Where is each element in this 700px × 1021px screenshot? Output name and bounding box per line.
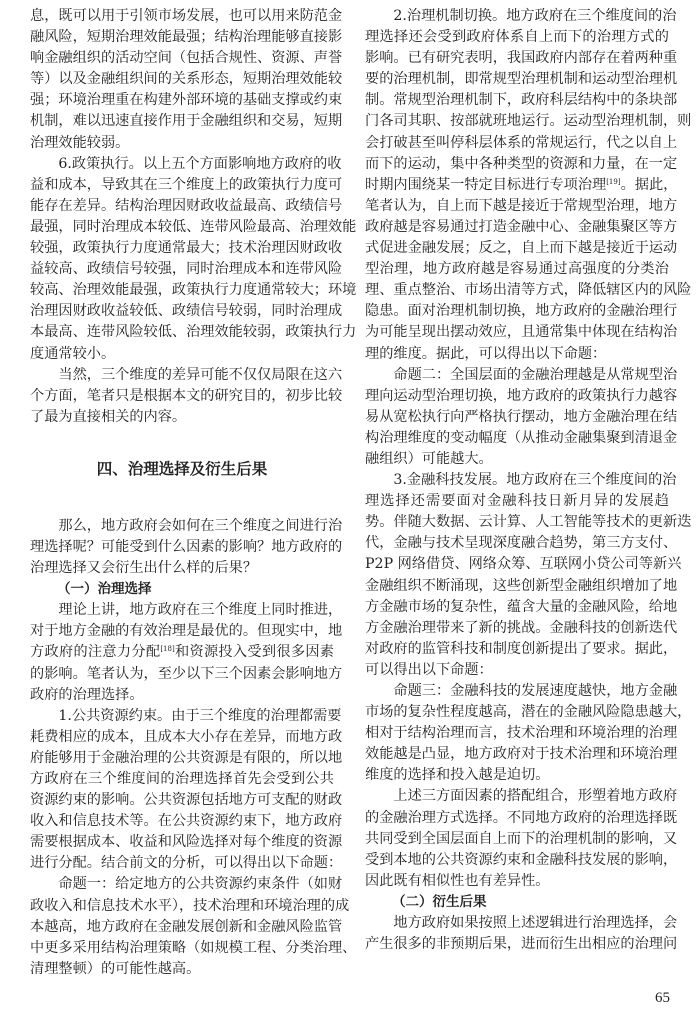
citation-ref: [19]	[606, 177, 621, 186]
text-line: 府能够用于金融治理的公共资源是有限的，所以地	[30, 749, 343, 766]
text-line: 益和成本，导致其在三个维度上的政策执行力度可	[30, 176, 343, 193]
paragraph	[30, 874, 357, 979]
text-line: 的影响。笔者认为，至少以下三个因素会影响地方	[30, 665, 343, 682]
text-segment: 。据此，	[620, 176, 678, 193]
text-line: 融组织）可能越大。	[365, 450, 493, 467]
text-line: 机制，难以迅速直接作用于金融组织和交易，短期	[30, 113, 343, 130]
paragraph	[365, 470, 692, 681]
text-line: 理的维度。据此，可以得出以下命题：	[365, 345, 607, 362]
text-line: 理选择还需要面对金融科技日新月异的发展趋	[365, 493, 669, 510]
text-line	[30, 642, 334, 663]
text-line: 政府的治理选择。	[30, 686, 144, 703]
text-line: 1.公共资源约束。由于三个维度的治理都需要	[58, 707, 342, 724]
citation-ref: [18]	[160, 645, 175, 654]
text-line: 理、重点整治、市场出清等方式，降低辖区内的风险	[365, 282, 692, 299]
text-line: 强；环境治理重在构建外部环境的基础支撑或约束	[30, 92, 343, 109]
text-line: 隐患。面对治理机制切换，地方政府的金融治理行	[365, 303, 678, 320]
paragraph	[365, 365, 678, 470]
text-line: 较高、治理效能最强，政策执行力度通常较大；环境	[30, 282, 357, 299]
text-line: 清理整顿）的可能性越高。	[30, 960, 201, 977]
text-line: 金融组织不断涌现，这些创新型金融组织增加了地	[365, 577, 678, 594]
paragraph	[30, 154, 357, 365]
text-line: 会打破甚至叫停科层体系的常规运行，代之以自上	[365, 134, 678, 151]
text-line: 当然，三个维度的差异可能不仅仅局限在这六	[58, 366, 343, 383]
subsection-heading: （二）衍生后果	[392, 893, 487, 910]
paragraph	[30, 600, 343, 705]
paragraph	[30, 706, 343, 875]
text-line: 相对于结构治理而言，技术治理和环境治理的治理	[365, 725, 678, 742]
text-line: 为可能呈现出摆动效应，且通常集中体现在结构治	[365, 324, 678, 341]
text-line: 要的治理机制，即常规型治理机制和运动型治理机	[365, 71, 678, 88]
text-line: 影响。已有研究表明，我国政府内部存在着两种重	[365, 50, 678, 67]
text-line: 治理选择又会衍生出什么样的后果？	[30, 560, 258, 577]
text-line: 式促进金融发展；反之，自上而下越是接近于运动	[365, 240, 678, 257]
text-line: 可以得出以下命题：	[365, 661, 493, 678]
text-line: 构治理维度的变动幅度（从推动金融集聚到清退金	[365, 429, 678, 446]
right-column	[365, 6, 692, 955]
text-line: 响金融组织的活动空间（包括合规性、资源、声誉	[30, 50, 343, 67]
text-line: 政府越是容易通过打造金融中心、金融集聚区等方	[365, 218, 678, 235]
text-line: 地方政府如果按照上述逻辑进行治理选择，会	[393, 915, 678, 932]
text-line: 治理因财政收益较低、政绩信号较弱，同时治理成	[30, 303, 343, 320]
text-line: 融风险，短期治理效能最强；结构治理能够直接影	[30, 29, 343, 46]
text-line: 命题二：全国层面的金融治理越是从常规型治	[393, 366, 678, 383]
text-line: 命题一：给定地方的公共资源约束条件（如财	[58, 876, 343, 893]
text-line: 方政府在三个维度间的治理选择首先会受到公共	[30, 771, 334, 787]
text-line: 因此既有相似性也有差异性。	[365, 872, 550, 889]
text-line: 笔者认为，自上而下越是接近于常规型治理，地方	[365, 197, 678, 214]
text-line: 受到本地的公共资源约束和金融科技发展的影响，	[365, 851, 678, 868]
text-segment: 方政府的注意力分配	[30, 644, 161, 661]
text-line: 产生很多的非预期后果，进而衍生出相应的治理问	[365, 936, 678, 953]
text-line: 理论上讲，地方政府在三个维度上同时推进，	[58, 602, 343, 619]
subsection-heading: （一）治理选择	[57, 581, 152, 598]
text-segment: 时期内围绕某一特定目标进行专项治理	[365, 176, 607, 193]
text-line: 2.治理机制切换。地方政府在三个维度间的治	[393, 8, 677, 24]
text-line: 门各司其职、按部就班地运行。运动型治理机制，则	[365, 113, 692, 130]
text-line: 本最高、连带风险较低、治理效能较弱，政策执行力	[30, 324, 357, 341]
text-line: 代，金融与技术呈现深度融合趋势，第三方支付、	[365, 535, 678, 552]
text-line: 6.政策执行。以上五个方面影响地方政府的收	[58, 155, 342, 172]
text-line: 命题三：金融科技的发展速度越快，地方金融	[393, 683, 678, 699]
text-line: 那么，地方政府会如何在三个维度之间进行治	[58, 517, 343, 534]
text-line: 方金融市场的复杂性，蕴含大量的金融风险，给地	[365, 598, 678, 615]
text-line: 型治理，地方政府越是容易通过高强度的分类治	[365, 261, 669, 278]
text-line: 了最为直接相关的内容。	[30, 408, 187, 425]
text-line: 个方面，笔者只是根据本文的研究目的，初步比较	[30, 387, 343, 404]
text-line: 方金融治理带来了新的挑战。金融科技的创新迭代	[365, 619, 678, 636]
paragraph	[30, 516, 343, 579]
text-line: 能存在差异。结构治理因财政收益最高、政绩信号	[30, 197, 343, 214]
text-line: 势。伴随大数据、云计算、人工智能等技术的更新迭	[365, 514, 692, 531]
text-line: 市场的复杂性程度越高，潜在的金融风险隐患越大，	[365, 704, 692, 721]
text-line: 耗费相应的成本，且成本大小存在差异，而地方政	[30, 728, 343, 745]
text-line: 息，既可以用于引领市场发展，也可以用来防范金	[30, 8, 343, 24]
text-line: 效能越是凸显，地方政府对于技术治理和环境治理	[365, 746, 678, 763]
paragraph	[30, 6, 343, 154]
text-line: 治理效能较弱。	[30, 134, 130, 151]
page-number: 65	[655, 990, 670, 1006]
text-line: 上述三方面因素的搭配组合，形塑着地方政府	[393, 788, 678, 805]
paragraph	[365, 786, 678, 891]
text-line: 对政府的监管科技和制度创新提出了要求。据此，	[365, 640, 678, 657]
text-line: 理选择还会受到政府体系自上而下的治理方式的	[365, 29, 669, 46]
text-line	[365, 175, 678, 196]
text-line: 对于地方金融的有效治理是最优的。但现实中，地	[30, 623, 343, 640]
text-line: 易从宽松执行向严格执行摆动，地方金融治理在结	[365, 408, 678, 425]
text-line: P2P 网络借贷、网络众筹、互联网小贷公司等新兴	[365, 556, 682, 573]
text-line: 3.金融科技发展。地方政府在三个维度间的治	[393, 472, 677, 489]
paragraph	[30, 365, 343, 428]
text-line: 较强，政策执行力度通常最大；技术治理因财政收	[30, 240, 343, 257]
paragraph	[365, 6, 692, 365]
text-line: 本越高，地方政府在金融发展创新和金融风险监管	[30, 918, 343, 935]
paragraph	[365, 681, 692, 786]
text-line: 理选择呢？可能受到什么因素的影响？地方政府的	[30, 538, 343, 555]
text-line: 共同受到全国层面自上而下的治理机制的影响，又	[365, 830, 678, 847]
text-line: 资源约束的影响。公共资源包括地方可支配的财政	[30, 792, 343, 809]
text-line: 进行分配。结合前文的分析，可以得出以下命题：	[30, 855, 343, 872]
text-line: 最强，同时治理成本较低、连带风险最高、治理效能	[30, 218, 357, 235]
text-line: 维度的选择和投入越是迫切。	[365, 767, 550, 784]
left-column	[30, 6, 357, 980]
text-line: 中更多采用结构治理策略（如规模工程、分类治理、	[30, 939, 357, 956]
text-line: 政收入和信息技术水平），技术治理和环境治理的成	[30, 897, 350, 914]
text-line: 的金融治理方式选择。不同地方政府的治理选择既	[365, 809, 678, 826]
text-line: 而下的运动，集中各种类型的资源和力量，在一定	[365, 155, 678, 172]
section-heading: 四、治理选择及衍生后果	[96, 459, 268, 478]
paragraph	[365, 913, 678, 955]
text-segment: 和资源投入受到很多因素	[174, 644, 334, 661]
text-line: 需要根据成本、收益和风险选择对每个维度的资源	[30, 834, 343, 851]
text-line: 度通常较小。	[30, 345, 116, 362]
text-line: 理向运动型治理切换，地方政府的政策执行力越容	[365, 387, 678, 404]
text-line: 制。常规型治理机制下，政府科层结构中的条块部	[365, 92, 678, 109]
text-line: 益较高、政绩信号较强，同时治理成本和连带风险	[30, 261, 343, 278]
text-line: 等）以及金融组织间的关系形态，短期治理效能较	[30, 71, 343, 88]
text-line: 收入和信息技术等。在公共资源约束下，地方政府	[30, 813, 343, 830]
